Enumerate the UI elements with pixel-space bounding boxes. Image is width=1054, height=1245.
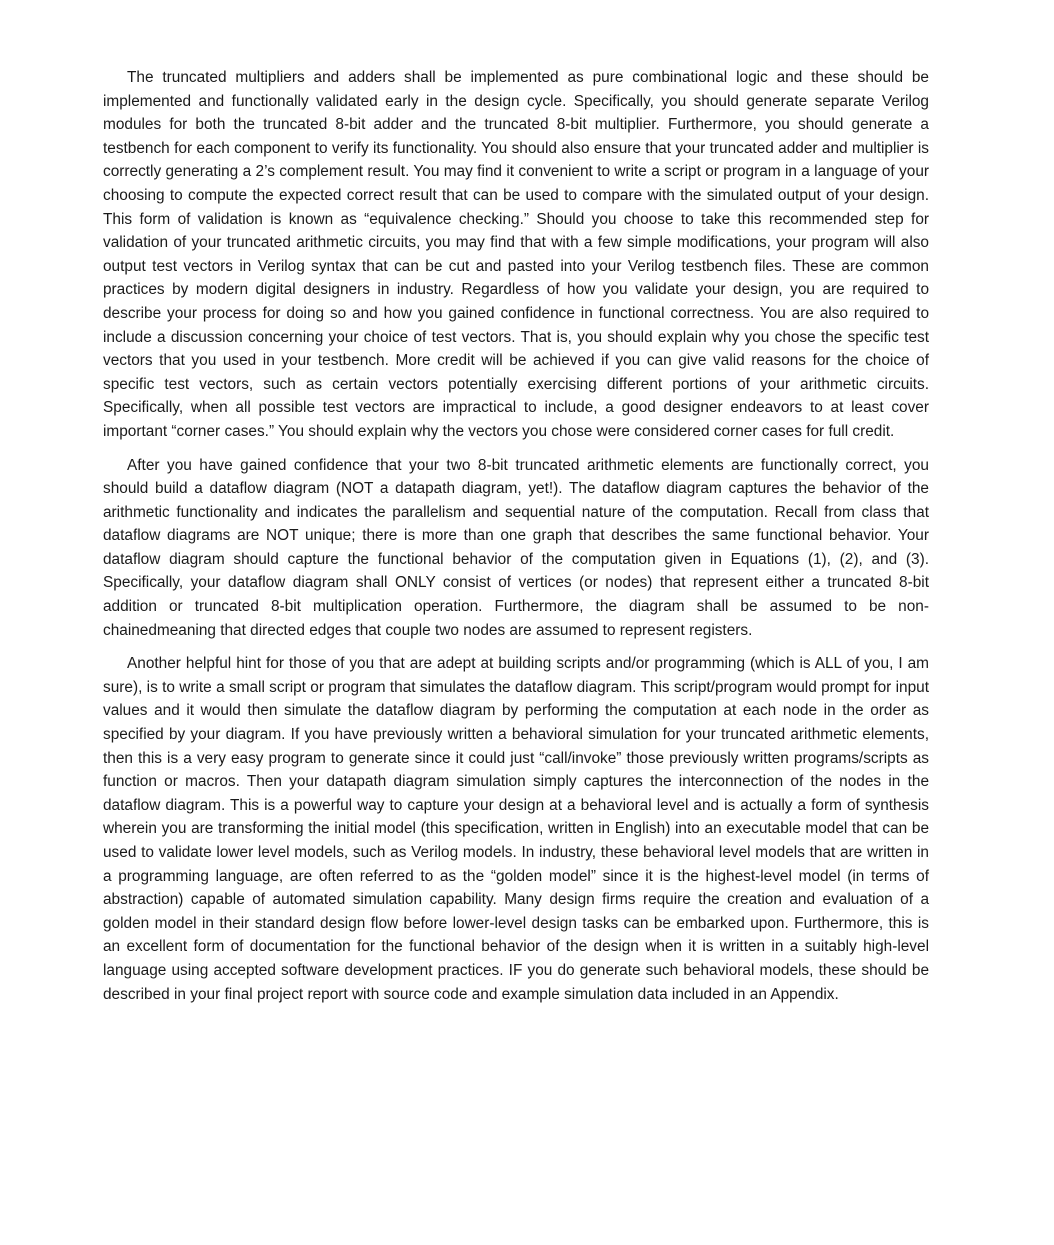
paragraph-validation: The truncated multipliers and adders shall be implemented as pure combinational logic and these should be implemented and functionally validated early in the design cycle. Specifically, you should generate separate Verilog modules for both the truncated 8-bit adder and the truncated 8-bit multiplier. Furthermore, you should generate a testbench for each component to verify its functionality. You should also ensure that your truncated adder and multiplier is correctly generating a 2’s complement result. You may find it convenient to write a script or program in a language of your choosing to compute the expected correct result that can be used to compare with the simulated output of your design. This form of validation is known as “equivalence checking.” Should you choose to take this recommended step for validation of your truncated arithmetic circuits, you may find that with a few simple modifications, your program will also output test vectors in Verilog syntax that can be cut and pasted into your Verilog testbench files. These are common practices by modern digital designers in industry. Regardless of how you validate your design, you are required to describe your process for doing so and how you gained confidence in functional correctness. You are also required to include a discussion concerning your choice of test vectors. That is, you should explain why you chose the specific test vectors that you used in your testbench. More credit will be achieved if you can give valid reasons for the choice of specific test vectors, such as certain vectors potentially exercising different portions of your arithmetic circuits. Specifically, when all possible test vectors are impractical to include, a good designer endeavors to at least cover important “corner cases.” You should explain why the vectors you chose were considered corner cases for full credit. — [103, 69, 929, 440]
paragraph-dataflow-diagram: After you have gained confidence that your two 8-bit truncated arithmetic elements are functionally correct, you should build a dataflow diagram (NOT a datapath diagram, yet!). The dataflow diagram captures the behavior of the arithmetic functionality and indicates the parallelism and sequential nature of the computation. Recall from class that dataflow diagrams are NOT unique; there is more than one graph that describes the same functional behavior. Your dataflow diagram should capture the functional behavior of the computation given in Equations (1), (2), and (3). Specifically, your dataflow diagram shall ONLY consist of vertices (or nodes) that represent either a truncated 8-bit addition or truncated 8-bit multiplication operation. Furthermore, the diagram shall be assumed to be non-chainedmeaning that directed edges that couple two nodes are assumed to represent registers. — [103, 456, 929, 639]
document-page — [103, 66, 929, 1016]
paragraph-golden-model: Another helpful hint for those of you that are adept at building scripts and/or programming (which is ALL of you, I am sure), is to write a small script or program that simulates the dataflow diagram. This script/program would prompt for input values and it would then simulate the dataflow diagram by performing the computation at each node in the order as specified by your diagram. If you have previously written a behavioral simulation for your truncated arithmetic elements, then this is a very easy program to generate since it could just “call/invoke” those previously written programs/scripts as function or macros. Then your datapath diagram simulation simply captures the interconnection of the nodes in the dataflow diagram. This is a powerful way to capture your design at a behavioral level and is actually a form of synthesis wherein you are transforming the initial model (this specification, written in English) into an executable model that can be used to validate lower level models, such as Verilog models. In industry, these behavioral level models that are written in a programming language, are often referred to as the “golden model” since it is the highest-level model (in terms of abstraction) capable of automated simulation capability. Many design firms require the creation and evaluation of a golden model in their standard design flow before lower-level design tasks can be embarked upon. Furthermore, this is an excellent form of documentation for the functional behavior of the design when it is written in a suitably high-level language using accepted software development practices. IF you do generate such behavioral models, these should be described in your final project report with source code and example simulation data included in an Appendix. — [103, 655, 929, 1003]
